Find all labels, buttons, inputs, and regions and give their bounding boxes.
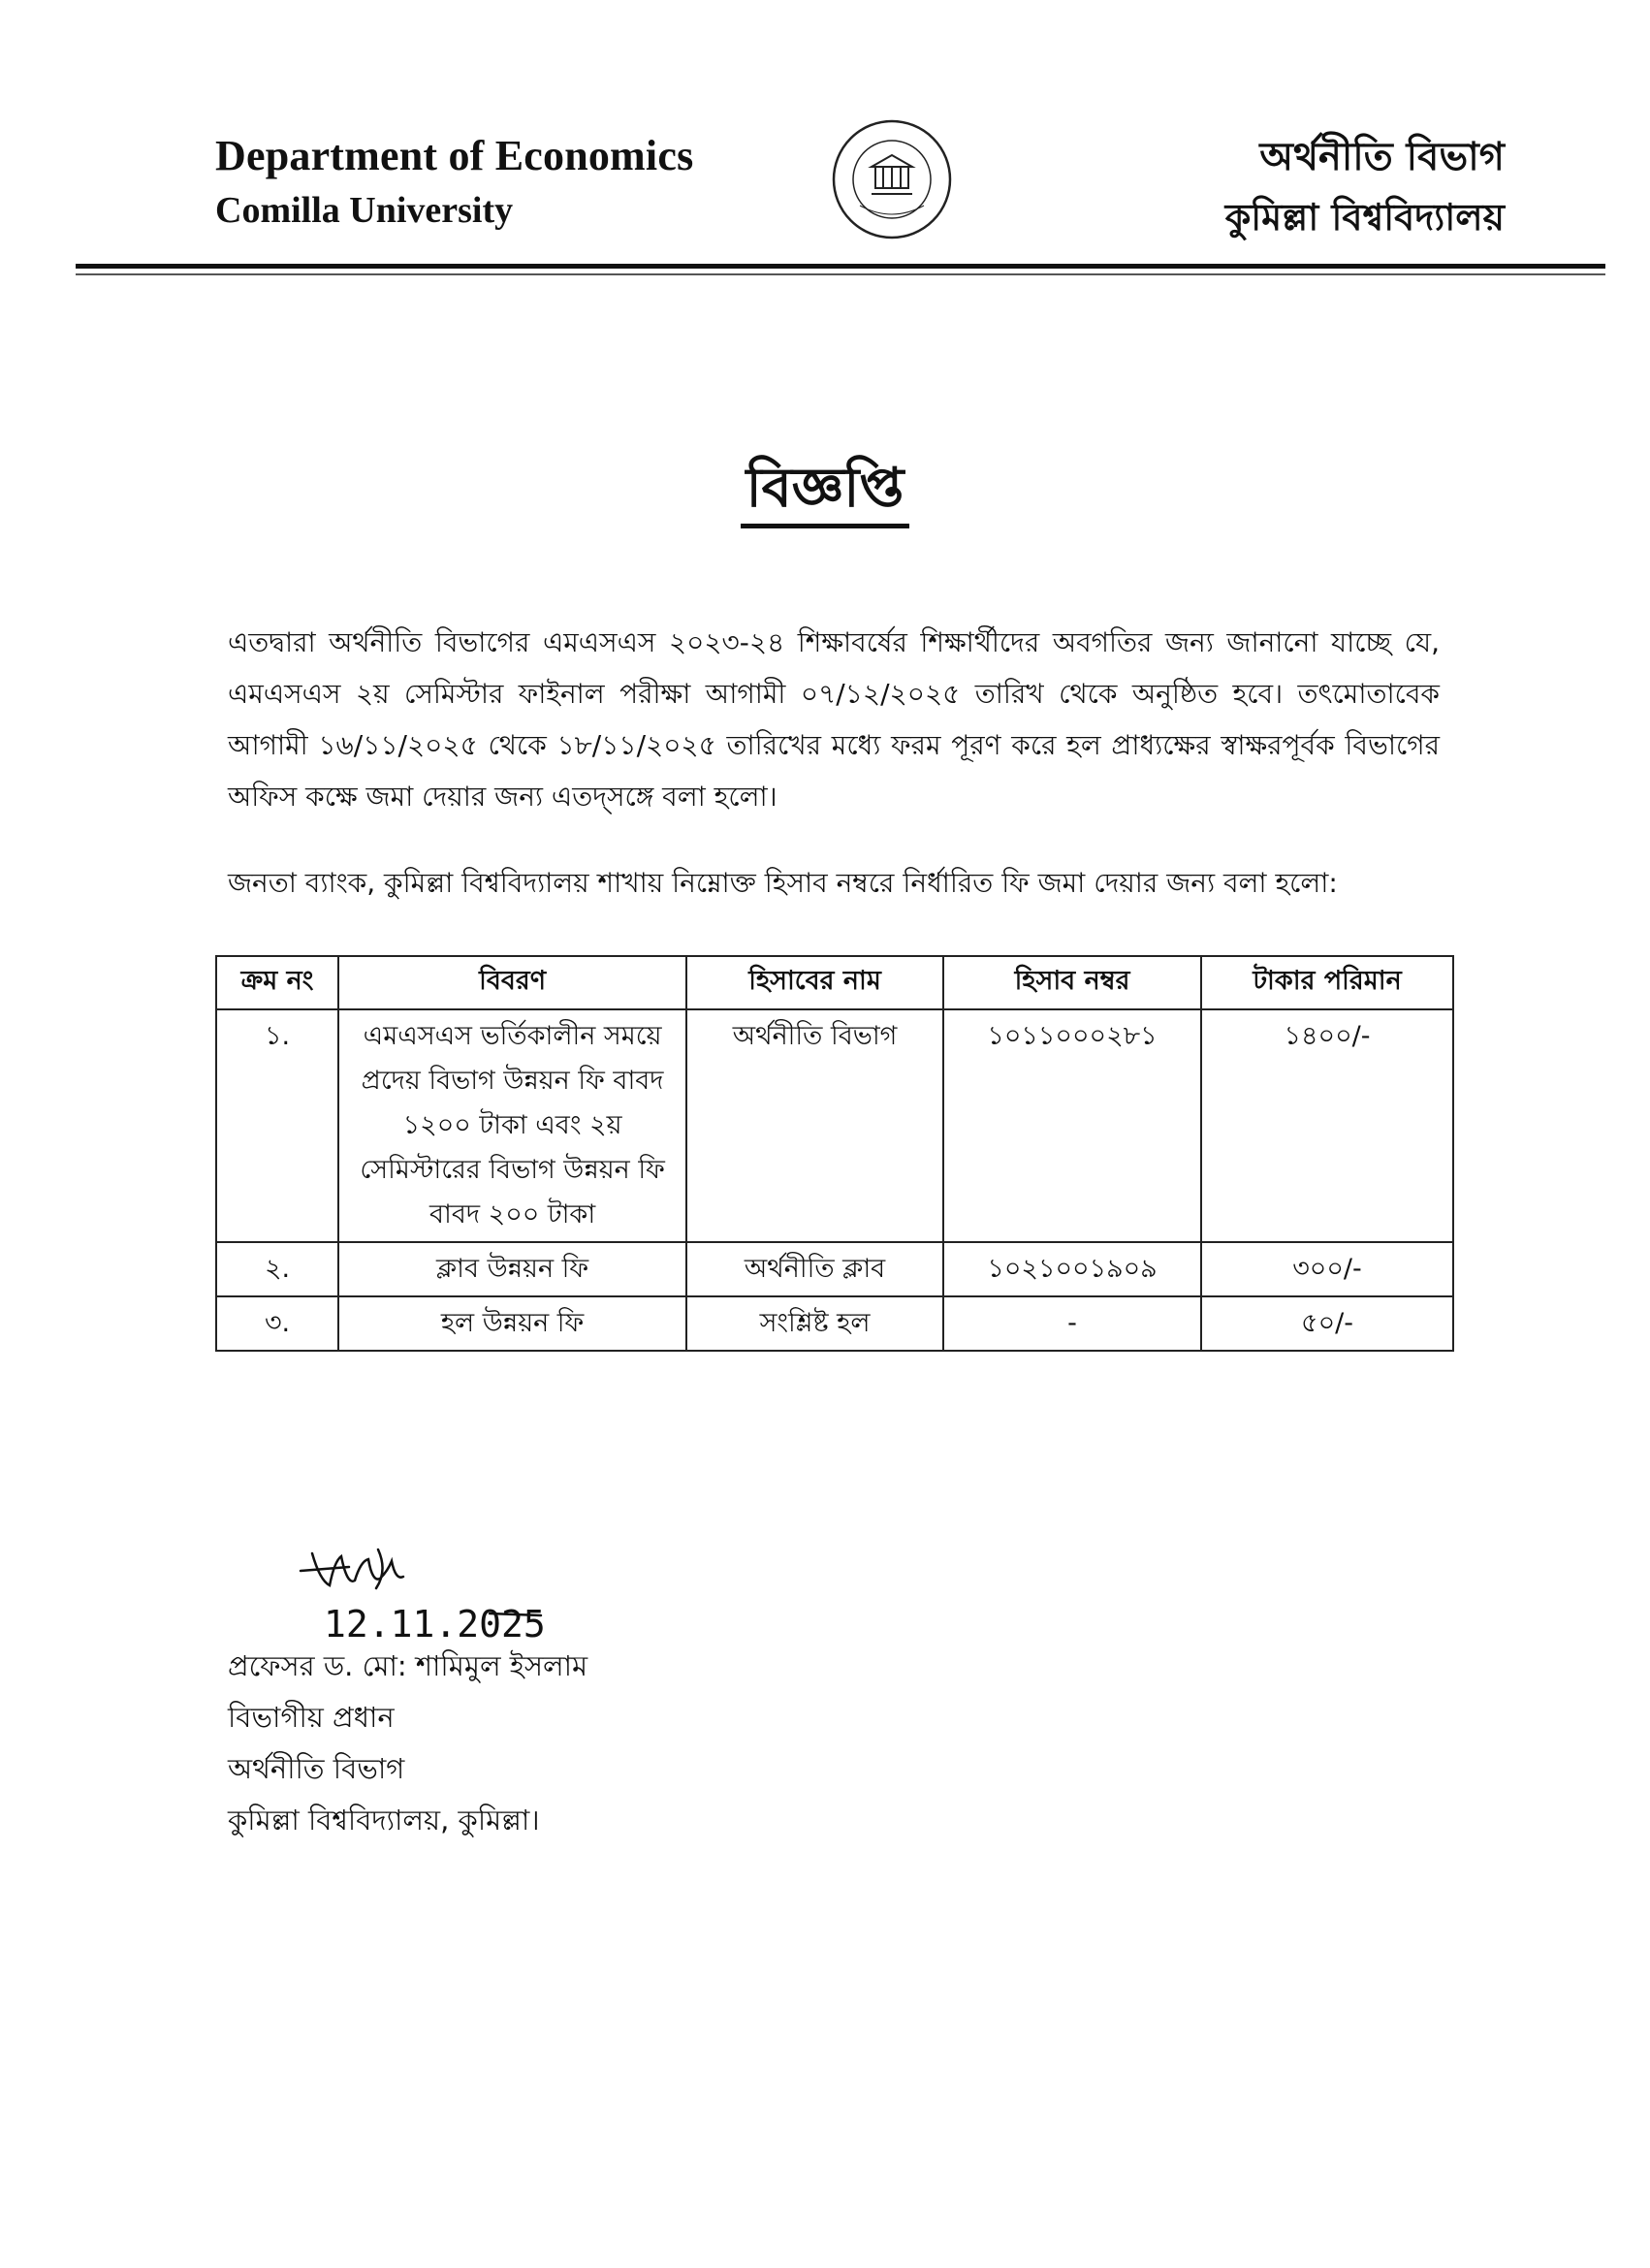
cell-account-no: ১০২১০০১৯০৯ (943, 1242, 1201, 1296)
cell-account-no: - (943, 1296, 1201, 1351)
cell-serial: ২. (216, 1242, 338, 1296)
notice-title-text: বিজ্ঞপ্তি (741, 457, 910, 528)
department-name-bn: অর্থনীতি বিভাগ (1259, 135, 1505, 179)
table-header-row (216, 956, 1453, 1009)
signatory-department: অর্থনীতি বিভাগ (228, 1752, 405, 1785)
table-row (216, 1009, 1453, 1242)
notice-paragraph-2: জনতা ব্যাংক, কুমিল্লা বিশ্ববিদ্যালয় শাখায় নিম্নোক্ত হিসাব নম্বরে নির্ধারিত ফি জমা দেয়ার জন্য বলা হলো: (228, 867, 1338, 899)
cell-description: এমএসএস ভর্তিকালীন সময়ে প্রদেয় বিভাগ উন্নয়ন ফি বাবদ ১২০০ টাকা এবং ২য় সেমিস্টারের বিভাগ উন্নয়ন ফি বাবদ ২০০ টাকা (338, 1009, 686, 1242)
cell-account-name: অর্থনীতি বিভাগ (686, 1009, 943, 1242)
header-account-no: হিসাব নম্বর (943, 956, 1201, 1009)
university-name-bn: কুমিল্লা বিশ্ববিদ্যালয় (1224, 196, 1505, 239)
signature-date-text: 12.11.2025 (324, 1603, 546, 1645)
table-row (216, 1242, 1453, 1296)
fee-table (215, 955, 1454, 1352)
cell-amount: ৩০০/- (1201, 1242, 1453, 1296)
cell-description: ক্লাব উন্নয়ন ফি (338, 1242, 686, 1296)
header-divider-thin (76, 273, 1605, 275)
cell-amount: ১৪০০/- (1201, 1009, 1453, 1242)
signatory-block (228, 1641, 587, 1846)
university-seal-icon (829, 116, 955, 242)
cell-serial: ৩. (216, 1296, 338, 1351)
cell-serial: ১. (216, 1009, 338, 1242)
header-amount: টাকার পরিমান (1201, 956, 1453, 1009)
table-row (216, 1296, 1453, 1351)
cell-account-name: সংশ্লিষ্ট হল (686, 1296, 943, 1351)
header-divider (76, 264, 1605, 269)
university-name-en: Comilla University (215, 190, 514, 231)
cell-account-name: অর্থনীতি ক্লাব (686, 1242, 943, 1296)
header-description: বিবরণ (338, 956, 686, 1009)
signatory-address: কুমিল্লা বিশ্ববিদ্যালয়, কুমিল্লা। (228, 1804, 540, 1837)
department-name-en: Department of Economics (215, 132, 694, 179)
header-account-name: হিসাবের নাম (686, 956, 943, 1009)
cell-account-no: ১০১১০০০২৮১ (943, 1009, 1201, 1242)
signatory-name: প্রফেসর ড. মো: শামিমুল ইসলাম (228, 1649, 588, 1682)
signatory-designation: বিভাগীয় প্রধান (228, 1701, 395, 1734)
notice-paragraph-1: এতদ্বারা অর্থনীতি বিভাগের এমএসএস ২০২৩-২৪ শিক্ষাবর্ষের শিক্ষার্থীদের অবগতির জন্য জানানো যাচ্ছে যে, এমএসএস ২য় সেমিস্টার ফাইনাল পরীক্ষা আগামী ০৭/১২/২০২৫ তারিখ থেকে অনুষ্ঠিত হবে। তৎমোতাবেক আগামী ১৬/১১/২০২৫ থেকে ১৮/১১/২০২৫ তারিখের মধ্যে ফরম পূরণ করে হল প্রাধ্যক্ষের স্বাক্ষরপূর্বক বিভাগের অফিস কক্ষে জমা দেয়ার জন্য এতদ্সঙ্গে বলা হলো। (228, 626, 1440, 813)
notice-title (0, 446, 1650, 537)
cell-description: হল উন্নয়ন ফি (338, 1296, 686, 1351)
header-serial: ক্রম নং (216, 956, 338, 1009)
cell-amount: ৫০/- (1201, 1296, 1453, 1351)
